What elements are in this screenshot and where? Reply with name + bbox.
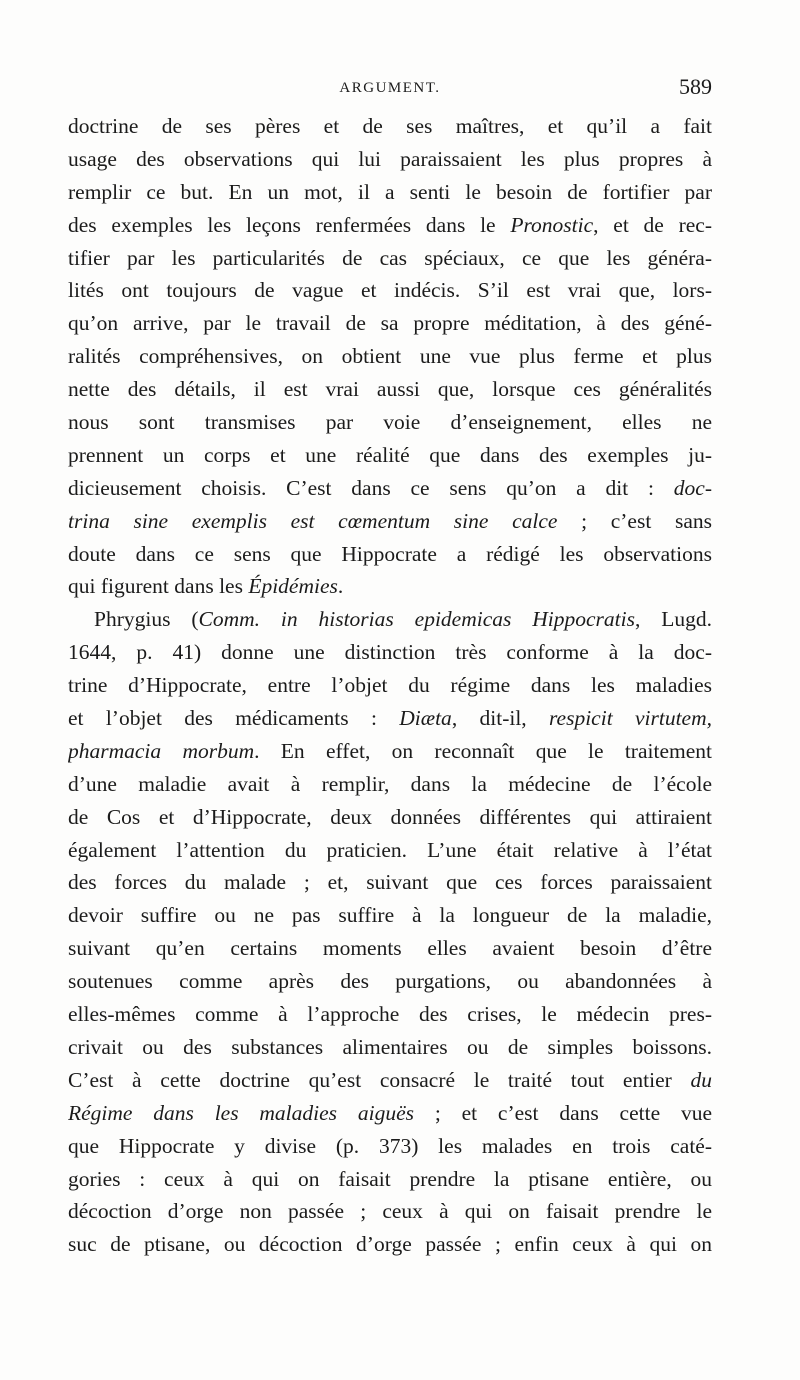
italic-text: Comm. in historias epidemicas Hippocratis: [198, 607, 635, 632]
text-line: [68, 143, 712, 176]
text-span: prennent un corps et une réalité que dans des exemples ju-: [68, 442, 712, 467]
italic-text: du: [690, 1067, 712, 1092]
text-span: que Hippocrate y divise (p. 373) les malades en trois caté-: [68, 1133, 712, 1158]
text-line: [68, 1130, 712, 1163]
text-span: nette des détails, il est vrai aussi que, lorsque ces généralités: [68, 377, 712, 402]
text-line: [68, 998, 712, 1031]
text-span: doute dans ce sens que Hippocrate a rédigé les observations: [68, 541, 712, 566]
text-span: usage des observations qui lui paraissaient les plus propres à: [68, 146, 712, 171]
text-line: [68, 242, 712, 275]
text-line: [68, 274, 712, 307]
running-head: [68, 74, 712, 104]
text-span: doctrine de ses pères et de ses maîtres, et qu’il a fait: [68, 114, 712, 138]
text-line: [68, 1163, 712, 1196]
text-line: [68, 801, 712, 834]
text-span: , et de rec-: [593, 212, 712, 237]
text-line: [68, 1097, 712, 1130]
text-line: [68, 603, 712, 636]
text-line: [68, 373, 712, 406]
text-line: [68, 1031, 712, 1064]
text-span: C’est à cette doctrine qu’est consacré le traité tout entier: [68, 1067, 691, 1092]
text-line: [68, 834, 712, 867]
text-line: [68, 899, 712, 932]
text-span: remplir ce but. En un mot, il a senti le besoin de fortifier par: [68, 179, 712, 204]
text-line: [68, 176, 712, 209]
text-line: [68, 307, 712, 340]
text-span: crivait ou des substances alimentaires ou de simples boissons.: [68, 1034, 712, 1059]
text-line: [68, 505, 712, 538]
text-span: dicieusement choisis. C’est dans ce sens qu’on a dit :: [68, 475, 674, 500]
italic-text: Régime dans les maladies aiguës: [68, 1100, 414, 1125]
text-span: ralités compréhensives, on obtient une vue plus ferme et plus: [68, 344, 712, 369]
text-line: [68, 965, 712, 998]
text-line: [68, 669, 712, 702]
text-line: [68, 538, 712, 571]
text-span: , Lugd.: [634, 607, 712, 632]
text-line: [68, 1228, 712, 1261]
text-span: suc de ptisane, ou décoction d’orge passée ; enfin ceux à qui on: [68, 1232, 712, 1257]
text-span: , dit-il,: [451, 706, 549, 731]
text-span: devoir suffire ou ne pas suffire à la longueur de la maladie,: [68, 903, 712, 928]
text-span: nous sont transmises par voie d’enseignement, elles ne: [68, 410, 712, 435]
text-line: [68, 636, 712, 669]
text-span: également l’attention du praticien. L’une était relative à l’état: [68, 837, 712, 862]
text-span: des exemples les leçons renfermées dans le: [68, 212, 511, 237]
text-span: 1644, p. 41) donne une distinction très conforme à la doc-: [68, 640, 712, 665]
text-span: ; et c’est dans cette vue: [414, 1100, 712, 1125]
italic-text: doc-: [673, 475, 712, 500]
text-span: soutenues comme après des purgations, ou abandonnées à: [68, 969, 712, 994]
text-span: ; c’est sans: [557, 508, 712, 533]
text-span: trine d’Hippocrate, entre l’objet du régime dans les maladies: [68, 673, 712, 698]
text-span: d’une maladie avait à remplir, dans la médecine de l’école: [68, 771, 712, 796]
text-span: de Cos et d’Hippocrate, deux données différentes qui attiraient: [68, 804, 712, 829]
text-line: [68, 209, 712, 242]
text-line: [68, 768, 712, 801]
text-line: [68, 702, 712, 735]
text-line: [68, 439, 712, 472]
text-span: . En effet, on reconnaît que le traitement: [254, 738, 712, 763]
italic-text: Pronostic: [510, 212, 594, 237]
text-line: [68, 570, 712, 603]
text-span: .: [337, 574, 344, 599]
text-span: Phrygius (: [94, 607, 199, 632]
text-span: gories : ceux à qui on faisait prendre la ptisane entière, ou: [68, 1166, 712, 1191]
text-line: [68, 1064, 712, 1097]
italic-text: Épidémies: [248, 574, 338, 599]
text-span: lités ont toujours de vague et indécis. S’il est vrai que, lors-: [68, 278, 712, 303]
text-line: [68, 1195, 712, 1228]
text-line: [68, 406, 712, 439]
text-span: elles-mêmes comme à l’approche des crises, le médecin pres-: [68, 1002, 712, 1027]
text-span: qu’on arrive, par le travail de sa propre méditation, à des géné-: [68, 311, 712, 336]
text-span: qui figurent dans les: [68, 574, 249, 599]
text-span: des forces du malade ; et, suivant que ces forces paraissaient: [68, 870, 712, 895]
text-line: [68, 340, 712, 373]
text-span: décoction d’orge non passée ; ceux à qui on faisait prendre le: [68, 1199, 712, 1224]
page-number: 589: [679, 74, 712, 99]
text-line: [68, 472, 712, 505]
text-line: [68, 866, 712, 899]
text-line: [68, 735, 712, 768]
italic-text: pharmacia morbum: [68, 738, 255, 763]
running-title: ARGUMENT.: [339, 80, 441, 96]
text-span: suivant qu’en certains moments elles avaient besoin d’être: [68, 936, 712, 961]
text-line: [68, 110, 712, 143]
italic-text: respicit virtutem,: [548, 706, 712, 731]
text-span: tifier par les particularités de cas spéciaux, ce que les généra-: [68, 245, 712, 270]
text-line: [68, 932, 712, 965]
italic-text: Diæta: [399, 706, 452, 731]
italic-text: trina sine exemplis est cœmentum sine calce: [68, 508, 558, 533]
body-text: [68, 110, 712, 1261]
text-span: et l’objet des médicaments :: [68, 706, 400, 731]
